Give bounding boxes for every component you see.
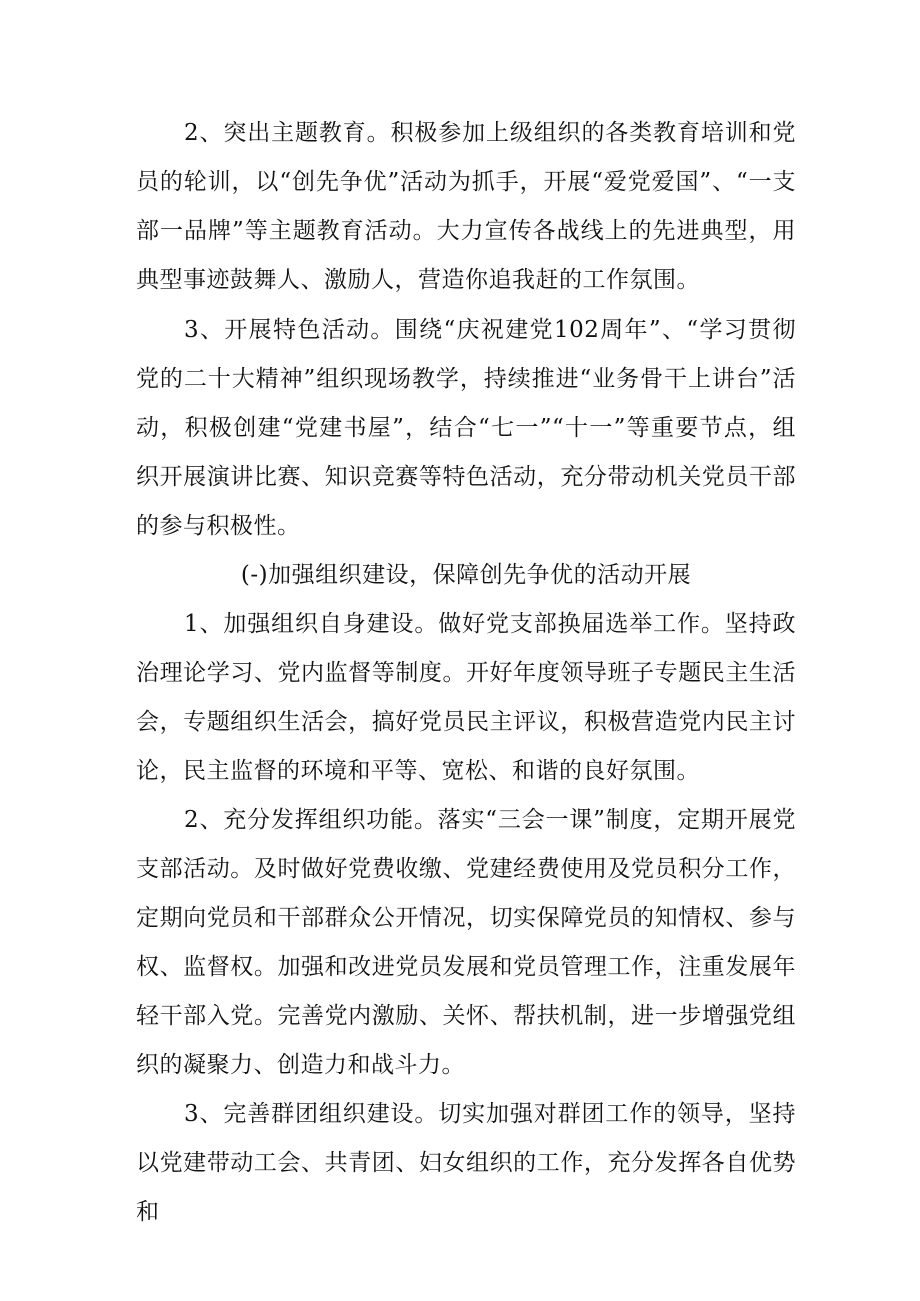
section-heading-organization: (-)加强组织建设，保障创先争优的活动开展 [240,562,692,588]
paragraph-self-construction: 1、加强组织自身建设。做好党支部换届选举工作。坚持政治理论学习、党内监督等制度。开好年度领导班子专题民主生活会，专题组织生活会，搞好党员民主评议，积极营造党内民主讨论，民主监督的环境和平等、宽松、和谐的良好氛围。 [136,611,796,785]
paragraph-mass-organizations: 3、完善群团组织建设。切实加强对群团工作的领导，坚持以党建带动工会、共青团、妇女组织的工作，充分发挥各自优势和 [136,1101,796,1226]
paragraph-theme-education: 2、突出主题教育。积极参加上级组织的各类教育培训和党员的轮训，以“创先争优”活动为抓手，开展“爱党爱国”、“一支部一品牌”等主题教育活动。大力宣传各战线上的先进典型，用典型事迹鼓舞人、激励人，营造你追我赶的工作氛围。 [136,120,796,294]
paragraph-special-activities: 3、开展特色活动。围绕“庆祝建党102周年”、“学习贯彻党的二十大精神”组织现场教学，持续推进“业务骨干上讲台”活动，积极创建“党建书屋”，结合“七一”“十一”等重要节点，组织开展演讲比赛、知识竞赛等特色活动，充分带动机关党员干部的参与积极性。 [136,317,796,540]
paragraph-organization-function: 2、充分发挥组织功能。落实“三会一课”制度，定期开展党支部活动。及时做好党费收缴、党建经费使用及党员积分工作，定期向党员和干部群众公开情况，切实保障党员的知情权、参与权、监督权。加强和改进党员发展和党员管理工作，注重发展年轻干部入党。完善党内激励、关怀、帮扶机制，进一步增强党组织的凝聚力、创造力和战斗力。 [136,807,796,1079]
